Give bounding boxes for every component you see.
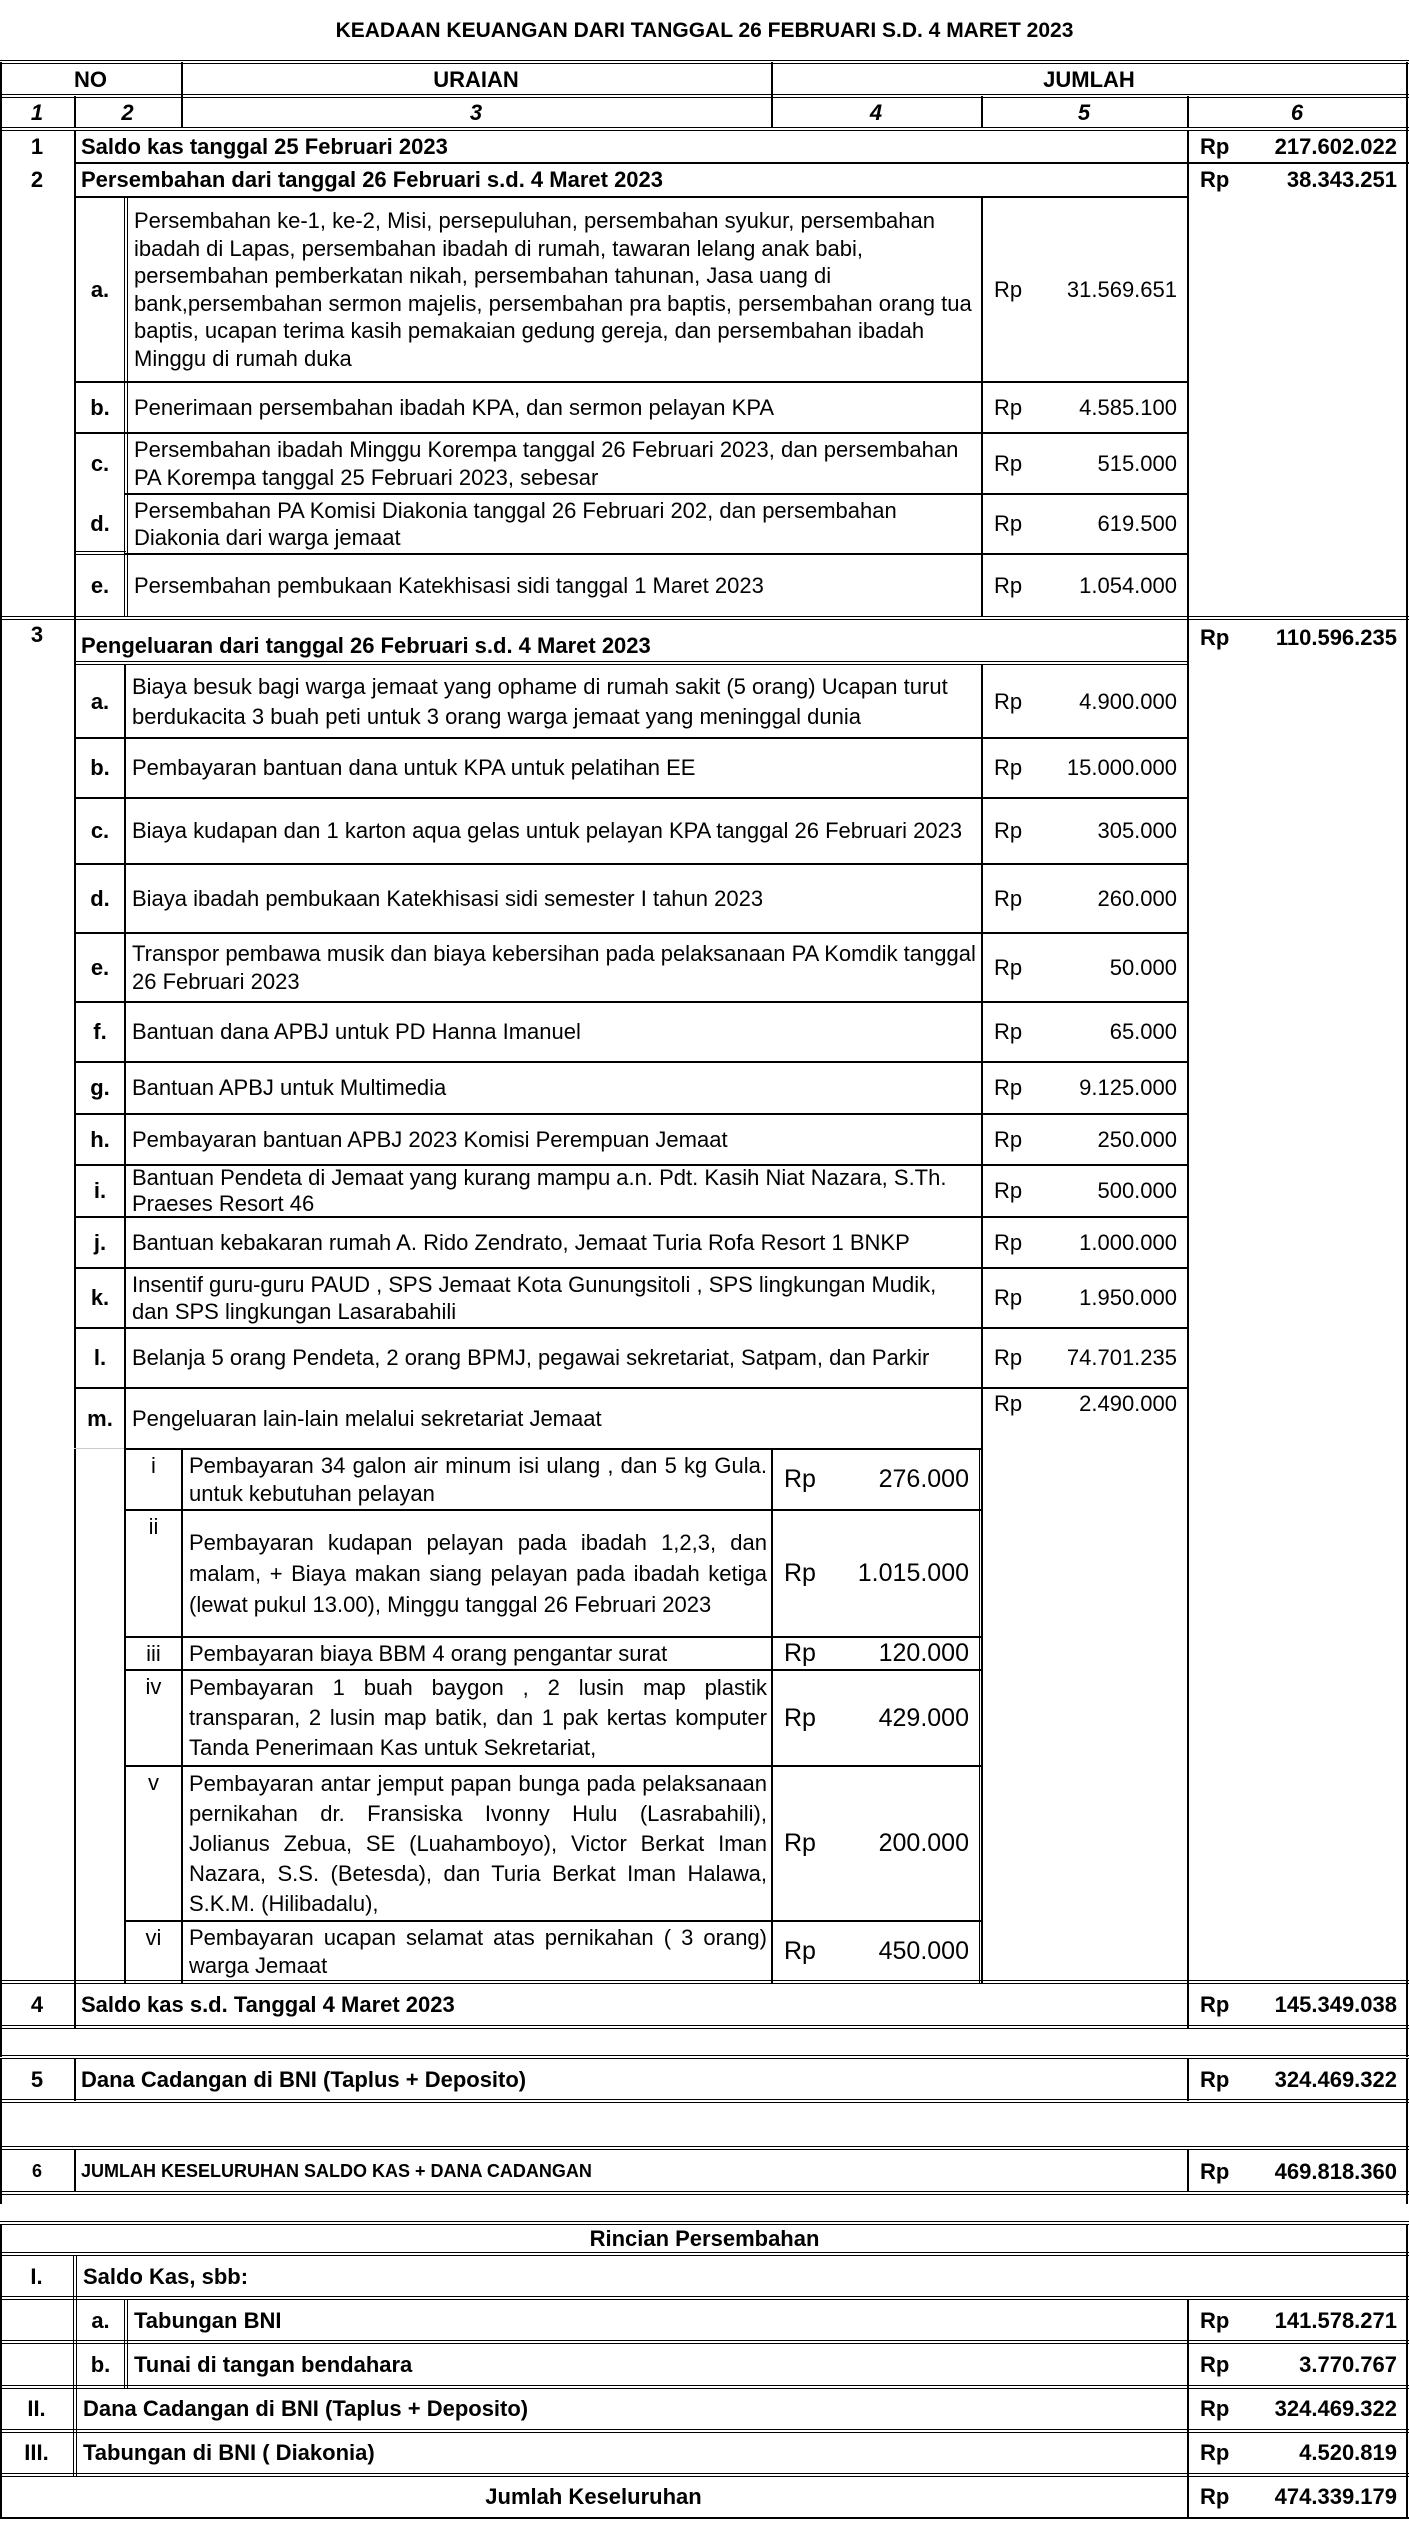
rincian-label: Tabungan BNI	[134, 2308, 282, 2334]
item-amount	[982, 1329, 1187, 1387]
divider	[1406, 62, 1408, 2028]
row-label: JUMLAH KESELURUHAN SALDO KAS + DANA CADANGAN	[81, 2161, 592, 2182]
item-letter: a.	[90, 688, 110, 714]
divider	[981, 96, 983, 128]
amount-value: 145.349.038	[1274, 1992, 1397, 2017]
divider	[0, 2029, 2, 2057]
row-number: 5	[30, 2067, 44, 2093]
amount-value: 50.000	[1109, 954, 1177, 980]
item-amount	[982, 1166, 1187, 1216]
amount-value: 217.602.022	[1274, 134, 1397, 159]
amount-value: 110.596.235	[1275, 625, 1397, 650]
currency-label: Rp	[784, 1937, 816, 1965]
subitem-text: Pembayaran kudapan pelayan pada ibadah 1,2,3, dan malam, + Biaya makan siang pelayan pada ibadah ketiga (lewat pukul 13.00), Minggu tanggal 26 Februari 2023	[189, 1530, 767, 1617]
subitem-numeral: iii	[146, 1640, 161, 1666]
currency-label: Rp	[1200, 2396, 1230, 2421]
divider	[74, 96, 76, 128]
header-uraian: URAIAN	[433, 66, 519, 92]
rincian-letter: a.	[91, 2308, 110, 2334]
row-number: 1	[30, 134, 44, 160]
subitem-numeral: ii	[148, 1514, 159, 1539]
subitem-numeral: vi	[145, 1925, 162, 1950]
currency-label: Rp	[1200, 625, 1230, 650]
item-amount	[982, 1115, 1187, 1164]
subitem-text: Pembayaran 34 galon air minum isi ulang , dan 5 kg Gula. untuk kebutuhan pelayan	[189, 1453, 767, 1506]
amount-value: 141.578.271	[1274, 2308, 1397, 2333]
subitem-amount	[772, 1922, 979, 1981]
amount-value: 15.000.000	[1066, 755, 1177, 780]
amount-value: 31.569.651	[1066, 276, 1177, 302]
divider	[74, 1448, 126, 1449]
row-amount	[1188, 1984, 1407, 2026]
divider	[0, 2517, 1409, 2519]
item-letter: m.	[87, 1405, 113, 1431]
rincian-total-amount	[1188, 2478, 1407, 2516]
header-jumlah: JUMLAH	[1043, 66, 1135, 92]
item-amount	[982, 1389, 1187, 1429]
item-letter: k.	[90, 1285, 110, 1311]
item-amount	[982, 1218, 1187, 1267]
amount-value: 260.000	[1097, 885, 1177, 911]
amount-value: 1.000.000	[1079, 1229, 1177, 1255]
rincian-title: Rincian Persembahan	[589, 2226, 820, 2252]
subitem-numeral: v	[148, 1770, 159, 1795]
amount-value: 38.343.251	[1286, 167, 1397, 192]
row-amount	[1188, 2060, 1407, 2100]
amount-value: 4.520.819	[1299, 2440, 1397, 2465]
item-text: Biaya kudapan dan 1 karton aqua gelas untuk pelayan KPA tanggal 26 Februari 2023	[132, 818, 963, 844]
item-amount	[982, 666, 1187, 737]
divider	[0, 2146, 1409, 2150]
item-amount	[982, 383, 1187, 432]
col-number-1: 1	[30, 100, 44, 126]
rincian-label: Tunai di tangan bendahara	[134, 2352, 413, 2378]
item-text: Biaya ibadah pembukaan Katekhisasi sidi semester I tahun 2023	[132, 885, 764, 911]
currency-label: Rp	[1200, 2352, 1230, 2377]
divider	[0, 2191, 1409, 2195]
amount-value: 1.950.000	[1079, 1285, 1177, 1310]
amount-value: 2.490.000	[1079, 1391, 1177, 1416]
item-amount	[982, 555, 1187, 617]
row-number: 6	[31, 2161, 42, 2182]
item-text: Bantuan kebakaran rumah A. Rido Zendrato, Jemaat Turia Rofa Resort 1 BNKP	[132, 1229, 910, 1255]
item-letter: e.	[90, 573, 110, 599]
item-letter: l.	[93, 1345, 107, 1371]
item-letter: i.	[93, 1178, 107, 1204]
item-amount	[982, 1269, 1187, 1327]
amount-value: 474.339.179	[1274, 2484, 1397, 2509]
divider	[1406, 2029, 1408, 2057]
currency-label: Rp	[784, 1829, 816, 1857]
currency-label: Rp	[784, 1703, 816, 1732]
item-text: Belanja 5 orang Pendeta, 2 orang BPMJ, pegawai sekretariat, Satpam, dan Parkir	[132, 1345, 930, 1371]
item-letter: e.	[90, 954, 110, 980]
rincian-number: III.	[24, 2440, 49, 2466]
divider	[0, 2296, 1409, 2300]
currency-label: Rp	[994, 1285, 1023, 1310]
currency-label: Rp	[994, 450, 1023, 476]
header-no: NO	[74, 66, 107, 92]
currency-label: Rp	[994, 885, 1023, 911]
item-text: Bantuan APBJ untuk Multimedia	[132, 1075, 447, 1101]
currency-label: Rp	[1200, 2484, 1230, 2509]
amount-value: 324.469.322	[1274, 2067, 1397, 2092]
subitem-text: Pembayaran biaya BBM 4 orang pengantar surat	[189, 1640, 668, 1666]
row-amount	[1188, 2151, 1407, 2192]
currency-label: Rp	[994, 276, 1023, 302]
item-letter: d.	[90, 511, 110, 537]
currency-label: Rp	[994, 954, 1023, 980]
row-number: 2	[30, 167, 44, 192]
item-text: Bantuan dana APBJ untuk PD Hanna Imanuel	[132, 1019, 581, 1045]
row-amount	[1188, 131, 1407, 163]
item-letter: f.	[93, 1019, 107, 1045]
currency-label: Rp	[994, 573, 1023, 598]
rincian-amount	[1188, 2433, 1407, 2473]
col-number-5: 5	[1077, 100, 1091, 126]
divider	[0, 2055, 1409, 2059]
item-amount	[982, 739, 1187, 797]
amount-value: 469.818.360	[1274, 2158, 1397, 2184]
amount-value: 4.900.000	[1079, 688, 1177, 714]
item-amount	[982, 934, 1187, 1001]
divider	[0, 2025, 1409, 2029]
item-text: Persembahan pembukaan Katekhisasi sidi tanggal 1 Maret 2023	[134, 573, 764, 599]
currency-label: Rp	[994, 1075, 1023, 1100]
item-letter: j.	[93, 1229, 107, 1255]
subitem-amount	[772, 1511, 979, 1636]
amount-value: 276.000	[878, 1465, 969, 1493]
amount-value: 74.701.235	[1066, 1345, 1177, 1370]
amount-value: 429.000	[878, 1703, 969, 1732]
item-text: Bantuan Pendeta di Jemaat yang kurang mampu a.n. Pdt. Kasih Niat Nazara, S.Th. Praeses Resort 46	[132, 1166, 947, 1216]
row-number: 3	[30, 622, 44, 647]
currency-label: Rp	[1200, 2308, 1230, 2333]
currency-label: Rp	[1200, 2158, 1230, 2184]
amount-value: 250.000	[1097, 1126, 1177, 1152]
subitem-amount	[772, 1767, 979, 1920]
rincian-label: Tabungan di BNI ( Diakonia)	[83, 2440, 375, 2466]
currency-label: Rp	[994, 1391, 1023, 1416]
currency-label: Rp	[1200, 1992, 1230, 2017]
currency-label: Rp	[784, 1559, 816, 1587]
row-amount	[1188, 164, 1407, 196]
row-label: Dana Cadangan di BNI (Taplus + Deposito)	[81, 2067, 527, 2093]
col-number-4: 4	[869, 100, 883, 126]
currency-label: Rp	[994, 1126, 1023, 1152]
amount-value: 9.125.000	[1079, 1075, 1177, 1100]
item-amount	[982, 865, 1187, 932]
item-letter: c.	[90, 818, 110, 844]
rincian-letter: b.	[90, 2352, 111, 2378]
divider	[0, 616, 1409, 620]
divider	[0, 2099, 1409, 2103]
currency-label: Rp	[1200, 134, 1230, 159]
rincian-amount	[1188, 2301, 1407, 2341]
currency-label: Rp	[994, 755, 1023, 780]
divider	[1187, 96, 1189, 128]
item-letter: g.	[90, 1075, 110, 1101]
row-label: Persembahan dari tanggal 26 Februari s.d. 4 Maret 2023	[81, 167, 664, 193]
subitem-amount	[772, 1450, 979, 1509]
currency-label: Rp	[994, 394, 1023, 420]
rincian-label: Saldo Kas, sbb:	[83, 2264, 249, 2290]
rincian-number: I.	[30, 2264, 43, 2290]
divider	[74, 661, 1187, 665]
amount-value: 450.000	[878, 1937, 969, 1965]
amount-value: 324.469.322	[1274, 2396, 1397, 2421]
subitem-text: Pembayaran antar jemput papan bunga pada pelaksanaan pernikahan dr. Fransiska Ivonny Hulu (Lasrabahili), Jolianus Zebua, SE (Luahamboyo), Victor Berkat Iman Nazara, S.S. (Betesda), dan Turia Berkat Iman Halawa, S.K.M. (Hilibadalu),	[189, 1770, 767, 1916]
item-amount	[982, 495, 1187, 553]
currency-label: Rp	[994, 1345, 1023, 1370]
subitem-numeral: iv	[145, 1674, 162, 1699]
item-text: Transpor pembawa musik dan biaya kebersihan pada pelaksanaan PA Komdik tanggal 26 Februari 2023	[132, 941, 976, 994]
currency-label: Rp	[994, 818, 1023, 843]
subitem-numeral: i	[151, 1453, 156, 1478]
subitem-amount	[772, 1638, 979, 1669]
row-number: 4	[30, 1992, 44, 2018]
item-text: Penerimaan persembahan ibadah KPA, dan sermon pelayan KPA	[134, 394, 775, 420]
currency-label: Rp	[784, 1639, 816, 1667]
row-label: Pengeluaran dari tanggal 26 Februari s.d. 4 Maret 2023	[81, 633, 651, 659]
divider	[0, 2340, 1409, 2344]
currency-label: Rp	[994, 688, 1023, 714]
divider	[1187, 130, 1189, 2028]
divider	[0, 2252, 1409, 2256]
currency-label: Rp	[994, 1178, 1023, 1203]
currency-label: Rp	[994, 1229, 1023, 1255]
amount-value: 3.770.767	[1299, 2352, 1397, 2377]
row-label: Saldo kas tanggal 25 Februari 2023	[81, 134, 448, 160]
currency-label: Rp	[1200, 2440, 1230, 2465]
rincian-label: Dana Cadangan di BNI (Taplus + Deposito)	[83, 2396, 529, 2422]
amount-value: 120.000	[878, 1639, 969, 1667]
item-text: Pembayaran bantuan APBJ 2023 Komisi Perempuan Jemaat	[132, 1126, 728, 1152]
rincian-amount	[1188, 2389, 1407, 2429]
item-text: Insentif guru-guru PAUD , SPS Jemaat Kota Gunungsitoli , SPS lingkungan Mudik, dan SPS lingkungan Lasarabahili	[132, 1271, 937, 1324]
item-amount	[982, 1063, 1187, 1113]
amount-value: 1.054.000	[1079, 573, 1177, 598]
amount-value: 65.000	[1109, 1019, 1177, 1044]
item-text: Persembahan ibadah Minggu Korempa tanggal 26 Februari 2023, dan persembahan PA Korempa tanggal 25 Februari 2023, sebesar	[134, 437, 959, 490]
row-amount	[1188, 621, 1407, 661]
currency-label: Rp	[994, 1019, 1023, 1044]
item-text: Pengeluaran lain-lain melalui sekretariat Jemaat	[132, 1405, 602, 1431]
item-amount	[982, 799, 1187, 863]
item-letter: b.	[90, 755, 110, 781]
item-letter: c.	[90, 450, 110, 476]
amount-value: 200.000	[878, 1829, 969, 1857]
subitem-amount	[772, 1671, 979, 1765]
currency-label: Rp	[784, 1465, 816, 1493]
item-amount	[982, 1003, 1187, 1061]
amount-value: 515.000	[1097, 450, 1177, 476]
divider	[979, 1449, 983, 1983]
rincian-number: II.	[27, 2396, 46, 2422]
item-amount	[982, 198, 1187, 381]
item-text: Persembahan ke-1, ke-2, Misi, persepuluhan, persembahan syukur, persembahan ibadah di Lapas, persembahan ibadah di rumah, tawaran lelang anak babi, persembahan pemberkatan nikah, persembahan tahunan, Jasa uang di bank,persembahan sermon majelis, persembahan pra baptis, persembahan orang tua baptis, ucapan terima kasih pemakaian gedung gereja, dan persembahan ibadah Minggu di rumah duka	[134, 208, 972, 371]
amount-value: 305.000	[1097, 818, 1177, 843]
item-text: Persembahan PA Komisi Diakonia tanggal 26 Februari 202, dan persembahan Diakonia dari warga jemaat	[134, 497, 897, 550]
col-number-3: 3	[469, 100, 483, 126]
col-number-2: 2	[121, 100, 134, 126]
currency-label: Rp	[1200, 2067, 1230, 2092]
item-letter: d.	[90, 885, 110, 911]
item-text: Pembayaran bantuan dana untuk KPA untuk pelatihan EE	[132, 755, 696, 781]
rincian-total-label: Jumlah Keseluruhan	[485, 2484, 702, 2510]
rincian-amount	[1188, 2345, 1407, 2385]
divider	[0, 62, 2, 2028]
row-label: Saldo kas s.d. Tanggal 4 Maret 2023	[81, 1992, 455, 2018]
currency-label: Rp	[1200, 167, 1230, 192]
item-letter: h.	[90, 1126, 110, 1152]
amount-value: 1.015.000	[857, 1559, 969, 1587]
subitem-text: Pembayaran 1 buah baygon , 2 lusin map plastik transparan, 2 lusin map batik, dan 1 pak kertas komputer Tanda Penerimaan Kas untuk Sekretariat,	[189, 1675, 767, 1760]
amount-value: 4.585.100	[1079, 394, 1177, 420]
amount-value: 619.500	[1097, 511, 1177, 536]
item-letter: b.	[90, 394, 110, 420]
item-letter: a.	[90, 276, 110, 302]
col-number-6: 6	[1290, 100, 1304, 126]
amount-value: 500.000	[1097, 1178, 1177, 1203]
divider	[0, 2473, 1409, 2477]
subitem-text: Pembayaran ucapan selamat atas pernikahan ( 3 orang) warga Jemaat	[189, 1925, 767, 1978]
item-amount	[982, 434, 1187, 493]
currency-label: Rp	[994, 511, 1023, 536]
item-text: Biaya besuk bagi warga jemaat yang ophame di rumah sakit (5 orang) Ucapan turut berdukacita 3 buah peti untuk 3 orang warga jemaat yang meninggal dunia	[132, 673, 948, 729]
report-title: KEADAAN KEUANGAN DARI TANGGAL 26 FEBRUARI S.D. 4 MARET 2023	[335, 19, 1074, 42]
